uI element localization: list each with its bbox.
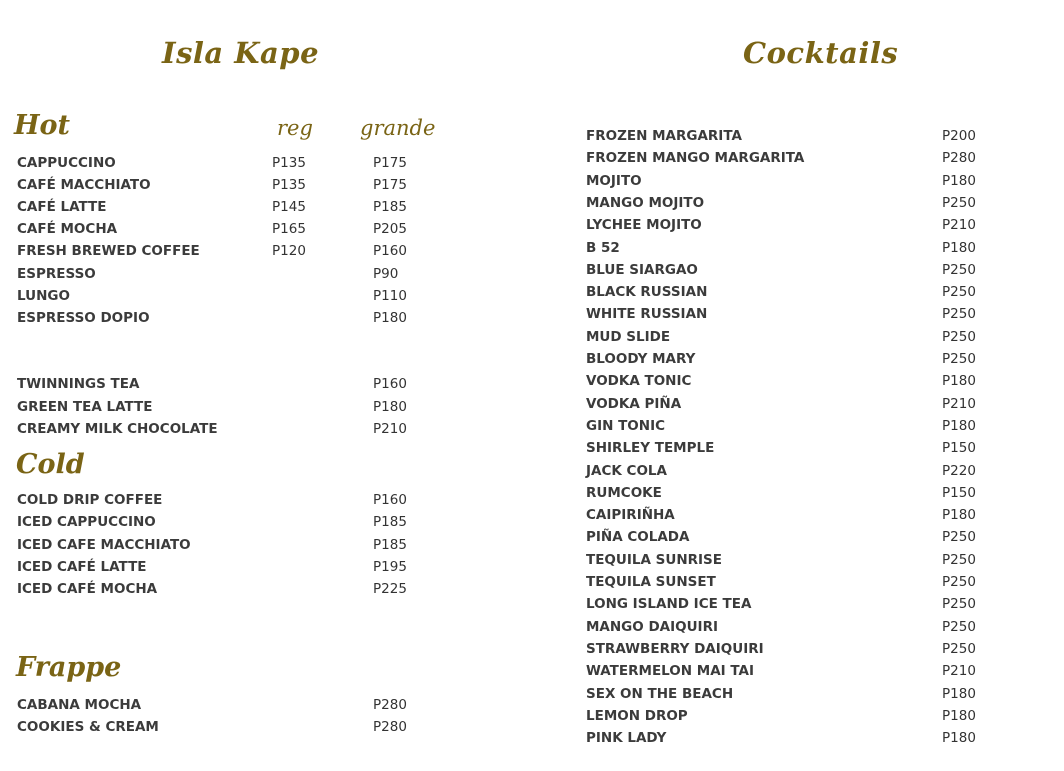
menu-item-row [0, 463, 1064, 485]
cocktails-title: Cocktails [743, 36, 899, 70]
cocktail-price: P250 [942, 640, 976, 657]
cocktail-name: FROZEN MARGARITA [586, 128, 742, 144]
menu-item-row [0, 708, 1064, 730]
cocktail-name: MANGO DAIQUIRI [586, 618, 718, 635]
item-name: ICED CAFE MACCHIATO [17, 536, 191, 553]
item-name: FRESH BREWED COFFEE [17, 243, 200, 260]
item-price-grande: P205 [373, 221, 407, 238]
cocktail-name: VODKA PIÑA [586, 395, 682, 412]
cocktail-price: P250 [942, 618, 976, 635]
menu-item-row [0, 440, 1064, 462]
cocktail-name: WHITE RUSSIAN [586, 306, 708, 323]
cocktail-items-list [0, 128, 1064, 758]
cocktail-price: P210 [942, 663, 976, 680]
cocktail-price: P180 [942, 373, 976, 390]
cocktail-price: P250 [942, 261, 976, 278]
cocktail-price: P220 [942, 462, 976, 479]
menu-item-row [0, 619, 1064, 641]
cocktail-price: P180 [942, 707, 976, 724]
item-price-grande: P110 [373, 287, 407, 304]
item-price-grande: P175 [373, 177, 407, 194]
menu-item-row [0, 150, 1064, 172]
menu-item-row [0, 306, 1064, 328]
cold-heading: Cold [16, 449, 85, 480]
cocktail-price: P280 [942, 150, 976, 167]
item-name: ICED CAFÉ MOCHA [17, 581, 158, 598]
cocktail-price: P180 [942, 417, 976, 434]
cocktail-name: CAIPIRIÑHA [586, 507, 675, 524]
menu-item-row [0, 373, 1064, 395]
item-price-grande: P180 [373, 309, 407, 326]
menu-item-row [0, 529, 1064, 551]
menu-item-row [0, 730, 1064, 752]
item-name: ESPRESSO DOPIO [17, 309, 150, 326]
cocktail-price: P250 [942, 551, 976, 568]
menu-item-row [0, 574, 1064, 596]
hot-heading: Hot [14, 110, 70, 141]
menu-item-row [0, 641, 1064, 663]
menu-item-row [0, 507, 1064, 529]
cocktail-price: P150 [942, 440, 976, 457]
menu-item-row [0, 596, 1064, 618]
cocktail-name: BLUE SIARGAO [586, 261, 698, 278]
cocktail-price: P180 [942, 685, 976, 702]
cocktail-name: FROZEN MANGO MARGARITA [586, 150, 805, 167]
item-price-grande: P185 [373, 199, 407, 216]
menu-item-row [0, 663, 1064, 685]
cocktail-price: P250 [942, 328, 976, 345]
cocktail-name: MOJITO [586, 172, 642, 189]
menu-item-row [0, 351, 1064, 373]
cocktail-price: P250 [942, 284, 976, 301]
menu-item-row [0, 686, 1064, 708]
item-price-grande: P195 [373, 558, 407, 575]
menu-item-row [0, 396, 1064, 418]
item-price-grande: P160 [373, 376, 407, 392]
cocktail-price: P250 [942, 529, 976, 546]
item-price-grande: P280 [373, 719, 407, 735]
cocktail-name: SEX ON THE BEACH [586, 685, 734, 702]
cocktail-price: P180 [942, 172, 976, 189]
menu-item-row [0, 217, 1064, 239]
grande-column-heading: grande [360, 116, 436, 140]
item-name: CAFÉ MOCHA [17, 221, 118, 238]
cocktail-name: GIN TONIC [586, 417, 666, 434]
cocktail-price: P210 [942, 217, 976, 234]
menu-item-row [0, 128, 1064, 150]
cocktail-price: P200 [942, 128, 976, 144]
cocktail-price: P150 [942, 484, 976, 501]
item-name: ICED CAFÉ LATTE [17, 558, 147, 575]
frappe-heading: Frappe [16, 652, 122, 683]
item-price-grande: P280 [373, 697, 407, 713]
menu-item-row [0, 240, 1064, 262]
cocktail-price: P250 [942, 574, 976, 590]
reg-column-heading: reg [277, 116, 313, 140]
cocktail-name: B 52 [586, 239, 620, 256]
item-name: CAPPUCCINO [17, 155, 116, 171]
item-price-grande: P90 [373, 265, 399, 282]
cocktail-name: MANGO MOJITO [586, 194, 705, 211]
menu-item-row [0, 173, 1064, 195]
item-price-reg: P135 [272, 155, 306, 171]
cocktail-name: BLACK RUSSIAN [586, 284, 708, 301]
menu-item-row [0, 552, 1064, 574]
item-name: ICED CAPPUCCINO [17, 514, 156, 531]
cocktail-name: TEQUILA SUNRISE [586, 551, 722, 568]
menu-item-row [0, 329, 1064, 351]
menu-item-row [0, 195, 1064, 217]
cocktail-price: P180 [942, 730, 976, 747]
cocktail-name: TEQUILA SUNSET [586, 574, 716, 590]
item-price-grande: P210 [373, 421, 407, 437]
item-price-reg: P165 [272, 221, 306, 238]
cocktail-name: STRAWBERRY DAIQUIRI [586, 640, 764, 657]
cocktail-name: MUD SLIDE [586, 328, 671, 345]
item-name: CREAMY MILK CHOCOLATE [17, 421, 218, 437]
menu-item-row [0, 418, 1064, 440]
cocktail-name: LEMON DROP [586, 707, 688, 724]
menu-item-row [0, 284, 1064, 306]
item-price-grande: P160 [373, 243, 407, 260]
menu-item-row [0, 485, 1064, 507]
item-name: ESPRESSO [17, 265, 96, 282]
cocktail-price: P180 [942, 239, 976, 256]
item-name: TWINNINGS TEA [17, 376, 140, 392]
cocktail-price: P250 [942, 194, 976, 211]
cocktail-name: BLOODY MARY [586, 351, 696, 367]
item-name: CAFÉ MACCHIATO [17, 177, 151, 194]
cocktail-name: LONG ISLAND ICE TEA [586, 596, 752, 613]
cocktail-name: JACK COLA [586, 462, 667, 479]
item-name: COLD DRIP COFFEE [17, 492, 163, 508]
cocktail-name: PIÑA COLADA [586, 529, 690, 546]
cocktail-name: SHIRLEY TEMPLE [586, 440, 715, 457]
menu-title: Isla Kape [162, 36, 320, 70]
item-name: CABANA MOCHA [17, 697, 142, 713]
cocktail-price: P180 [942, 507, 976, 524]
cocktail-name: PINK LADY [586, 730, 667, 747]
cocktail-name: LYCHEE MOJITO [586, 217, 702, 234]
item-price-reg: P135 [272, 177, 306, 194]
item-price-grande: P180 [373, 398, 407, 415]
cocktail-price: P250 [942, 351, 976, 367]
item-price-reg: P120 [272, 243, 306, 260]
cocktail-name: WATERMELON MAI TAI [586, 663, 754, 680]
item-price-grande: P225 [373, 581, 407, 598]
item-price-grande: P160 [373, 492, 407, 508]
cocktail-name: VODKA TONIC [586, 373, 692, 390]
menu-item-row [0, 262, 1064, 284]
item-price-grande: P185 [373, 514, 407, 531]
item-name: LUNGO [17, 287, 70, 304]
item-price-grande: P175 [373, 155, 407, 171]
item-name: COOKIES & CREAM [17, 719, 159, 735]
item-price-grande: P185 [373, 536, 407, 553]
item-name: GREEN TEA LATTE [17, 398, 153, 415]
cocktail-price: P250 [942, 596, 976, 613]
item-price-reg: P145 [272, 199, 306, 216]
cocktail-name: RUMCOKE [586, 484, 662, 501]
cocktail-price: P250 [942, 306, 976, 323]
item-name: CAFÉ LATTE [17, 199, 107, 216]
cocktail-price: P210 [942, 395, 976, 412]
